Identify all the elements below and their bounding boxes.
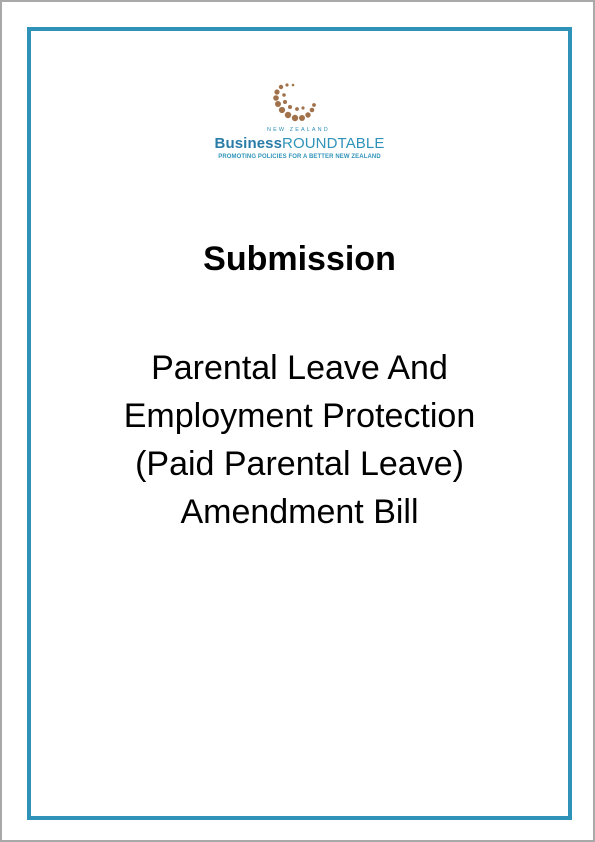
title-line: Parental Leave And (151, 349, 448, 387)
dot-ring-logo-icon (271, 83, 321, 127)
document-title (31, 344, 568, 536)
business-roundtable-logo (31, 83, 568, 193)
logo-name-roundtable: ROUNDTABLE (282, 135, 385, 152)
logo-name-text (31, 135, 568, 153)
logo-name-business: Business (214, 135, 283, 152)
title-line: Amendment Bill (180, 493, 419, 531)
document-type-heading: Submission (203, 240, 396, 278)
cover-frame (27, 27, 572, 820)
title-line: (Paid Parental Leave) (135, 445, 464, 483)
logo-country-text: NEW ZEALAND (267, 127, 330, 133)
logo-tagline: PROMOTING POLICIES FOR A BETTER NEW ZEALAND (218, 154, 381, 160)
title-line: Employment Protection (123, 397, 476, 435)
